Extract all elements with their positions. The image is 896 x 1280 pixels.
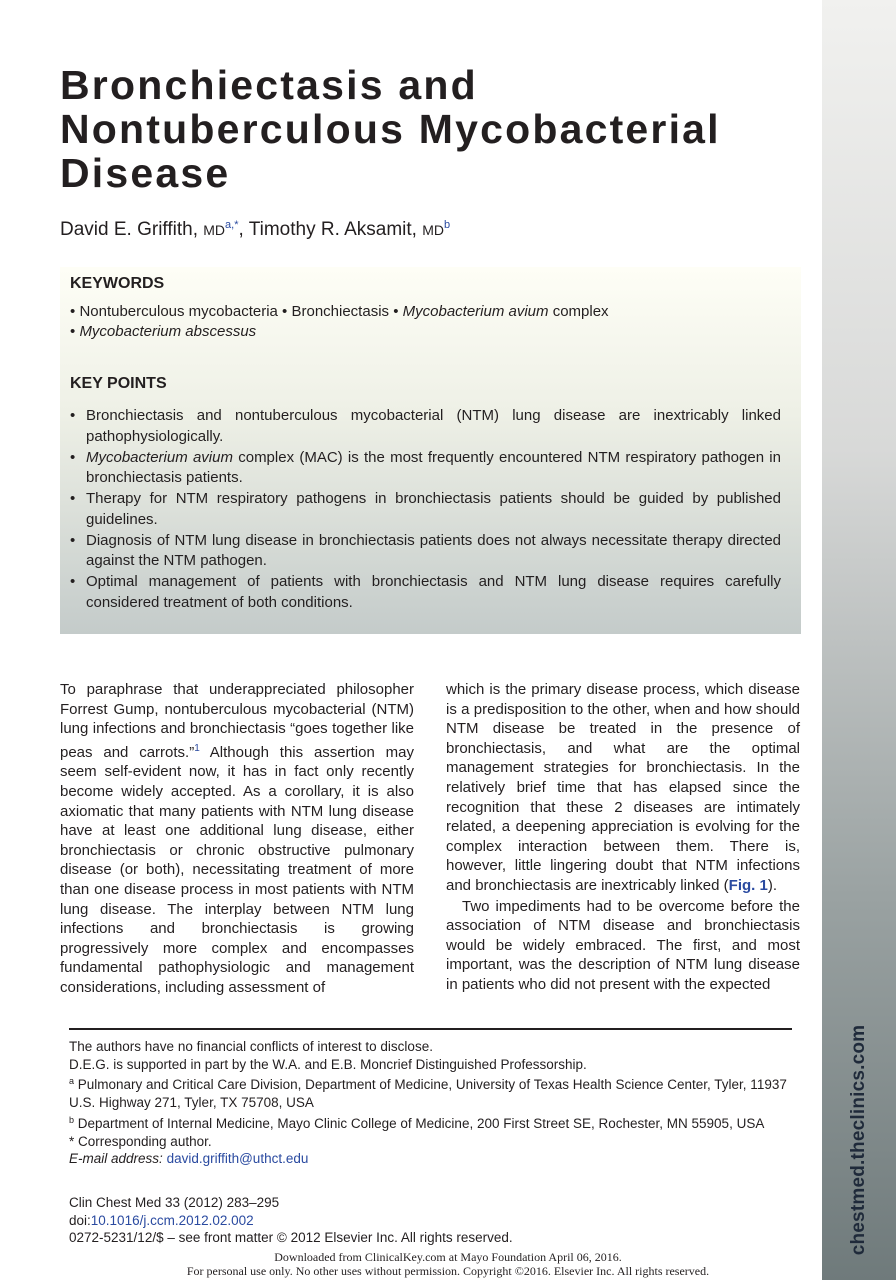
corresponding-author: * Corresponding author. <box>69 1133 212 1149</box>
keywords-heading: KEYWORDS <box>70 275 165 292</box>
affiliation-marker: a <box>69 1076 75 1087</box>
key-point-text: Diagnosis of NTM lung disease in bronchiectasis patients does not always necessitate therapy directed against the NTM pathogen. <box>86 531 781 569</box>
key-point-text: Bronchiectasis and nontuberculous mycobacterial (NTM) lung disease are inextricably linked pathophysiologically. <box>86 407 781 445</box>
body-paragraph <box>60 680 414 998</box>
email-line <box>69 1150 794 1168</box>
key-point-text: Optimal management of patients with bronchiectasis and NTM lung disease requires carefully considered treatment of both conditions. <box>86 573 781 611</box>
journal-website-label: chestmed.theclinics.com <box>848 1024 869 1256</box>
keyword-3-italic: Mycobacterium avium <box>402 303 549 320</box>
reference-link[interactable]: 1 <box>194 742 200 754</box>
keyword-4: Mycobacterium abscessus <box>79 323 257 340</box>
author-2-degree: MD <box>422 222 445 238</box>
key-point-item <box>70 448 781 489</box>
email-link[interactable]: david.griffith@uthct.edu <box>166 1151 309 1167</box>
affiliation-text: Pulmonary and Critical Care Division, Department of Medicine, University of Texas Health Science Center, Tyler, 11937 U.S. Highway 271, Tyler, TX 75708, USA <box>69 1077 787 1111</box>
key-point-item <box>70 572 781 613</box>
keyword-bullet: • <box>282 303 288 320</box>
download-notice-line-1: Downloaded from ClinicalKey.com at Mayo Foundation April 06, 2016. <box>274 1250 622 1264</box>
keywords-line-2 <box>70 323 256 340</box>
body-text: Although this assertion may seem self-evident now, it has in fact only recently become widely accepted. As a corollary, it is also axiomatic that many patients with NTM lung disease have at least one additional lung disease, either bronchiectasis or chronic obstructive pulmonary disease (or both), necessitating treatment of more than one disease process in most patients with NTM lung disease. The interplay between NTM lung infections and bronchiectasis is growing progressively more complex and encompasses fundamental pathophysiologic and management considerations, including assessment of <box>60 743 414 996</box>
keyword-bullet: • <box>70 303 76 320</box>
author-2-affiliation-marker[interactable]: b <box>444 219 451 231</box>
author-line <box>60 219 450 241</box>
body-column-right <box>446 680 800 995</box>
journal-citation: Clin Chest Med 33 (2012) 283–295 <box>69 1195 280 1210</box>
email-label: E-mail address: <box>69 1151 163 1167</box>
keyword-bullet: • <box>70 323 76 340</box>
doi-line <box>69 1212 794 1230</box>
figure-link[interactable]: Fig. 1 <box>728 876 768 894</box>
affiliation-b <box>69 1112 794 1133</box>
affiliation-text: Department of Internal Medicine, Mayo Clinic College of Medicine, 200 First Street SE, Rochester, MN 55905, USA <box>74 1115 765 1131</box>
key-points-list <box>70 406 781 614</box>
keyword-bullet: • <box>393 303 399 320</box>
title-line-3: Disease <box>60 150 231 196</box>
author-1-affiliation-marker[interactable]: a,* <box>225 219 239 231</box>
doi-label: doi: <box>69 1212 91 1228</box>
key-point-text: Therapy for NTM respiratory pathogens in bronchiectasis patients should be guided by published guidelines. <box>86 490 781 528</box>
author-1-name: David E. Griffith, <box>60 219 198 240</box>
body-text: To paraphrase that underappreciated philosopher Forrest Gump, nontuberculous mycobacterial (NTM) lung infections and bronchiectasis “goes together like peas and carrots.” <box>60 681 414 761</box>
body-text: which is the primary disease process, which disease is a predisposition to the other, when and how should NTM disease be treated in the presence of bronchiectasis, and what are the optimal management strategies for bronchiectasis. In the relatively brief time that has elapsed since the recognition that these 2 diseases are intimately related, a deepening appreciation is evolving for the complex interaction between them. There is, however, little lingering doubt that NTM infections and bronchiectasis are inextricably linked ( <box>446 681 800 894</box>
key-points-heading: KEY POINTS <box>70 375 167 392</box>
body-column-left <box>60 680 414 998</box>
author-separator: , <box>238 219 244 240</box>
keyword-3-rest: complex <box>552 303 609 320</box>
support-statement: D.E.G. is supported in part by the W.A. and E.B. Moncrief Distinguished Professorship. <box>69 1056 587 1072</box>
affiliation-marker: b <box>69 1114 75 1125</box>
affiliation-a <box>69 1073 794 1111</box>
title-line-2: Nontuberculous Mycobacterial <box>60 106 721 152</box>
key-point-text: complex (MAC) is the most frequently encountered NTM respiratory pathogen in bronchiectasis patients. <box>86 448 781 486</box>
doi-link[interactable]: 10.1016/j.ccm.2012.02.002 <box>90 1212 254 1228</box>
body-text: ). <box>767 876 777 894</box>
conflict-statement: The authors have no financial conflicts of interest to disclose. <box>69 1039 433 1054</box>
article-title <box>60 63 820 195</box>
keywords-keypoints-box <box>60 267 801 634</box>
keyword-2: Bronchiectasis <box>291 303 390 320</box>
key-point-item <box>70 489 781 530</box>
citation-block <box>69 1194 794 1247</box>
body-paragraph <box>446 680 800 896</box>
body-paragraph: Two impediments had to be overcome before the association of NTM disease and bronchiectasis would be widely embraced. The first, and most important, was the description of NTM lung disease in patients who did not present with the expected <box>446 897 800 993</box>
author-2-name: Timothy R. Aksamit, <box>248 219 417 240</box>
keyword-1: Nontuberculous mycobacteria <box>79 303 278 320</box>
title-line-1: Bronchiectasis and <box>60 62 478 108</box>
keywords-line-1 <box>70 303 609 320</box>
key-point-italic: Mycobacterium avium <box>86 448 233 466</box>
author-1-degree: MD <box>203 222 226 238</box>
footnotes <box>69 1038 794 1168</box>
key-point-item <box>70 406 781 447</box>
copyright-line: 0272-5231/12/$ – see front matter © 2012 Elsevier Inc. All rights reserved. <box>69 1230 513 1246</box>
download-notice-line-2: For personal use only. No other uses without permission. Copyright ©2016. Elsevier Inc. All rights reserved. <box>186 1264 710 1278</box>
footnote-divider <box>69 1028 792 1030</box>
key-point-item <box>70 531 781 572</box>
